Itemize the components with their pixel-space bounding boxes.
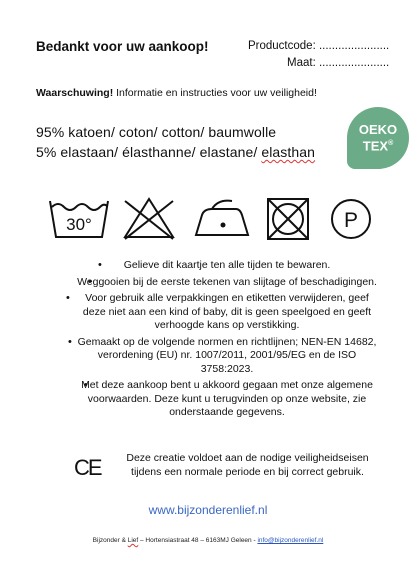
no-tumble-dry-icon (268, 199, 308, 239)
instruction-item: • Met deze aankoop bent u akkoord gegaan met onze algemene voorwaarden. Deze kunt u terugvinden op onze website, zie onderstaande gegevens. (60, 379, 380, 420)
oeko-tex-line-1: OEKO (358, 121, 398, 137)
dryclean-letter: P (343, 209, 359, 232)
iron-low-icon (196, 201, 248, 235)
warning-line (36, 87, 317, 99)
oeko-tex-logo (347, 107, 409, 169)
oeko-tex-registered-mark: ® (388, 139, 394, 147)
instruction-item: • Voor gebruik alle verpakkingen en etiketten verwijderen, geef deze niet aan een kind of baby, dit is geen speelgoed en geeft verhoogde kans op verstikking. (60, 292, 380, 333)
size-field: Maat: ...................... (287, 57, 390, 69)
footer-company-b: Lief (127, 537, 139, 544)
footer-email-link[interactable]: info@bijzonderenlief.nl (257, 537, 324, 544)
composition-line-2 (36, 144, 315, 160)
composition-line-2-text: 5% elastaan/ élasthanne/ elastane/ (36, 144, 262, 160)
website-link[interactable]: www.bijzonderenlief.nl (148, 503, 268, 517)
oeko-tex-line-2 (347, 137, 409, 153)
footer-company-a: Bijzonder & (92, 537, 128, 544)
warning-label: Waarschuwing! (36, 87, 114, 99)
instruction-item: • Gemaakt op de volgende normen en richtlijnen; NEN-EN 14682, verordening (EU) nr. 1007/2011, 2001/95/EG en de ISO 3758:2023. (60, 336, 380, 377)
oeko-tex-word: TEX (362, 138, 389, 154)
ce-statement: Deze creatie voldoet aan de nodige veiligheidseisen tijdens een normale periode en bij correct gebruik. (126, 452, 369, 478)
safety-instructions-list (60, 259, 380, 423)
composition-misspelled-word: elasthan (261, 144, 316, 160)
wash-temp-label: 30° (66, 215, 92, 234)
dryclean-p-icon (332, 200, 370, 238)
instruction-item: • Gelieve dit kaartje ten alle tijden te bewaren. (60, 259, 380, 273)
warning-text: Informatie en instructies voor uw veiligheid! (113, 87, 317, 99)
instruction-item: • Weggooien bij de eerste tekenen van slijtage of beschadigingen. (60, 276, 380, 290)
wash-30-icon (50, 201, 108, 237)
ce-mark: CE (74, 455, 101, 480)
care-symbols (48, 195, 378, 243)
footer-contact (0, 537, 416, 544)
no-bleach-icon (125, 199, 173, 239)
thank-you-title: Bedankt voor uw aankoop! (36, 39, 209, 54)
product-code-field: Productcode: ...................... (248, 40, 390, 52)
composition-line-1: 95% katoen/ coton/ cotton/ baumwolle (36, 124, 277, 140)
footer-address: – Hortensiastraat 48 – 6163MJ Geleen - (138, 537, 258, 544)
